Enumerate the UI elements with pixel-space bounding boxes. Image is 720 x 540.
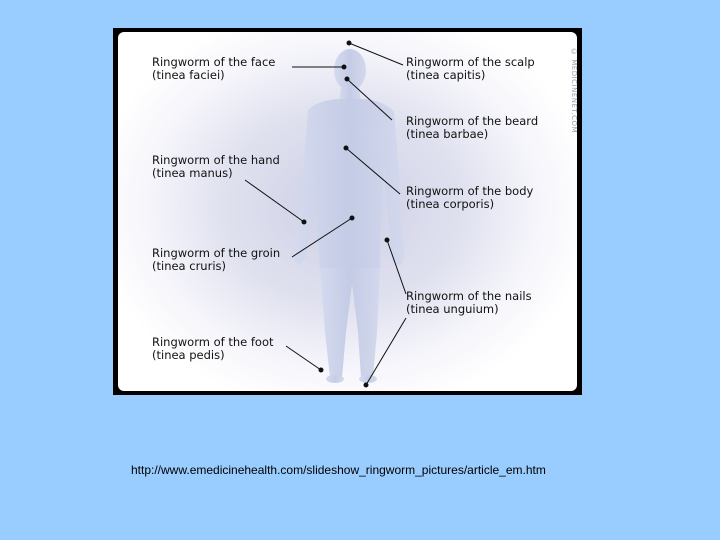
ringworm-diagram	[113, 28, 582, 395]
label-groin-latin: (tinea cruris)	[152, 259, 226, 273]
label-groin-name: Ringworm of the groin	[152, 246, 281, 260]
label-foot-name: Ringworm of the foot	[152, 335, 274, 349]
pointer-dot-face	[342, 65, 346, 69]
leader-line-hand	[245, 180, 304, 222]
label-beard	[406, 115, 538, 141]
pointer-dot-body	[344, 146, 348, 150]
label-face-name: Ringworm of the face	[152, 55, 276, 69]
leader-line-foot	[286, 346, 321, 370]
label-beard-latin: (tinea barbae)	[406, 127, 489, 141]
pointer-dot-scalp	[347, 41, 351, 45]
source-url[interactable]: http://www.emedicinehealth.com/slideshow_ringworm_pictures/article_em.htm	[131, 463, 546, 477]
label-hand-latin: (tinea manus)	[152, 166, 233, 180]
diagram-panel	[118, 32, 577, 391]
label-groin	[152, 247, 280, 273]
label-body-latin: (tinea corporis)	[406, 197, 495, 211]
label-face	[152, 56, 275, 82]
pointer-dot-hand	[302, 220, 306, 224]
label-foot	[152, 336, 274, 362]
pointer-dot-nails-foot	[364, 383, 368, 387]
label-nails	[406, 290, 532, 316]
copyright-watermark: © MEDICINENET.COM	[570, 48, 578, 134]
label-nails-name: Ringworm of the nails	[406, 289, 532, 303]
label-hand	[152, 154, 280, 180]
label-nails-latin: (tinea unguium)	[406, 302, 499, 316]
label-hand-name: Ringworm of the hand	[152, 153, 280, 167]
pointer-dot-foot	[319, 368, 323, 372]
human-silhouette	[295, 49, 404, 383]
pointer-dot-groin	[350, 216, 354, 220]
pointer-dot-nails-hand	[385, 238, 389, 242]
label-face-latin: (tinea faciei)	[152, 68, 225, 82]
label-foot-latin: (tinea pedis)	[152, 348, 225, 362]
label-body-name: Ringworm of the body	[406, 184, 534, 198]
label-scalp-latin: (tinea capitis)	[406, 68, 486, 82]
label-beard-name: Ringworm of the beard	[406, 114, 539, 128]
pointer-dot-beard	[345, 77, 349, 81]
label-body	[406, 185, 533, 211]
label-scalp-name: Ringworm of the scalp	[406, 55, 535, 69]
label-scalp	[406, 56, 535, 82]
